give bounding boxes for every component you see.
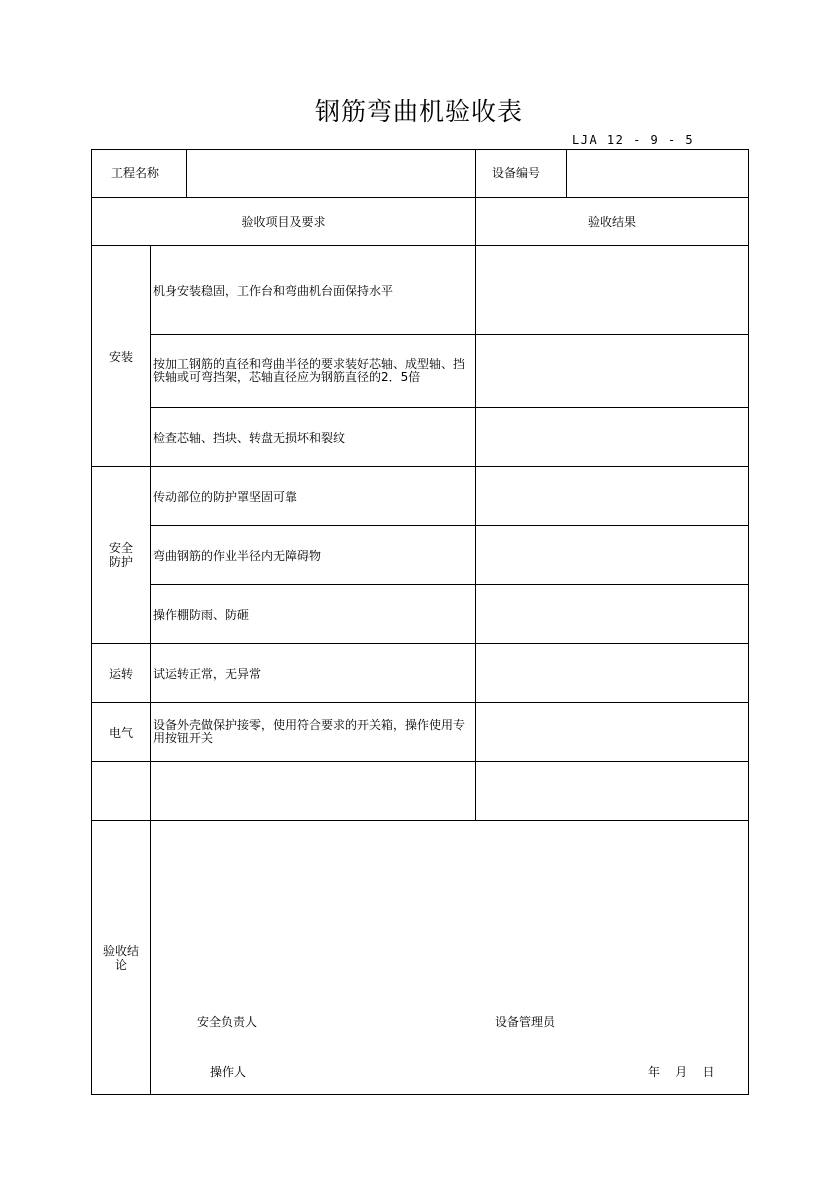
- result-cell[interactable]: [476, 526, 748, 584]
- category-operation: 运转: [108, 666, 133, 681]
- col-divider: [475, 149, 476, 197]
- result-cell[interactable]: [476, 246, 748, 334]
- requirement-item: 设备外壳做保护接零，使用符合要求的开关箱，操作使用专用按钮开关: [153, 718, 466, 745]
- date-label: 年 月 日: [648, 1065, 715, 1079]
- category-electrical: 电气: [108, 725, 133, 740]
- blank-requirement-cell[interactable]: [151, 762, 475, 820]
- project-name-label: 工程名称: [111, 166, 160, 180]
- table-border-right: [748, 149, 749, 1095]
- category-safety-protection: [92, 467, 150, 643]
- operator-label: 操作人: [210, 1065, 247, 1079]
- equipment-manager-label: 设备管理员: [495, 1015, 556, 1029]
- equipment-no-label: 设备编号: [492, 166, 541, 180]
- blank-result-cell[interactable]: [476, 762, 748, 820]
- requirement-item: 检查芯轴、挡块、转盘无损坏和裂纹: [153, 430, 346, 445]
- result-cell[interactable]: [476, 644, 748, 702]
- project-name-field[interactable]: [187, 150, 475, 197]
- row-divider: [91, 820, 749, 821]
- conclusion-label: 验收结论: [102, 943, 139, 972]
- form-code: LJA 12 - 9 - 5: [572, 133, 695, 147]
- safety-officer-label: 安全负责人: [197, 1015, 258, 1029]
- result-cell[interactable]: [476, 467, 748, 525]
- requirement-item: 按加工钢筋的直径和弯曲半径的要求装好芯轴、成型轴、挡铁轴或可弯挡架，芯轴直径应为钢筋直径的2．5倍: [153, 357, 466, 384]
- result-cell[interactable]: [476, 335, 748, 407]
- table-border-bottom: [91, 1094, 749, 1095]
- result-cell[interactable]: [476, 408, 748, 466]
- requirement-item: 操作棚防雨、防砸: [153, 607, 250, 622]
- requirement-item: 弯曲钢筋的作业半径内无障碍物: [153, 548, 322, 563]
- result-header: 验收结果: [587, 215, 636, 229]
- equipment-no-field[interactable]: [567, 150, 748, 197]
- category-label: 安全防护: [108, 541, 133, 569]
- col-divider: [150, 245, 151, 1095]
- requirement-item: 机身安装稳固，工作台和弯曲机台面保持水平: [153, 283, 394, 298]
- result-cell[interactable]: [476, 703, 748, 761]
- conclusion-label-cell: [92, 821, 150, 1094]
- requirements-header: 验收项目及要求: [241, 215, 326, 229]
- result-cell[interactable]: [476, 585, 748, 643]
- requirement-item: 传动部位的防护罩坚固可靠: [153, 489, 298, 504]
- page-title: 钢筋弯曲机验收表: [314, 97, 523, 126]
- blank-category-cell[interactable]: [92, 762, 150, 820]
- category-installation: 安装: [108, 349, 133, 364]
- requirement-item: 试运转正常，无异常: [153, 666, 262, 681]
